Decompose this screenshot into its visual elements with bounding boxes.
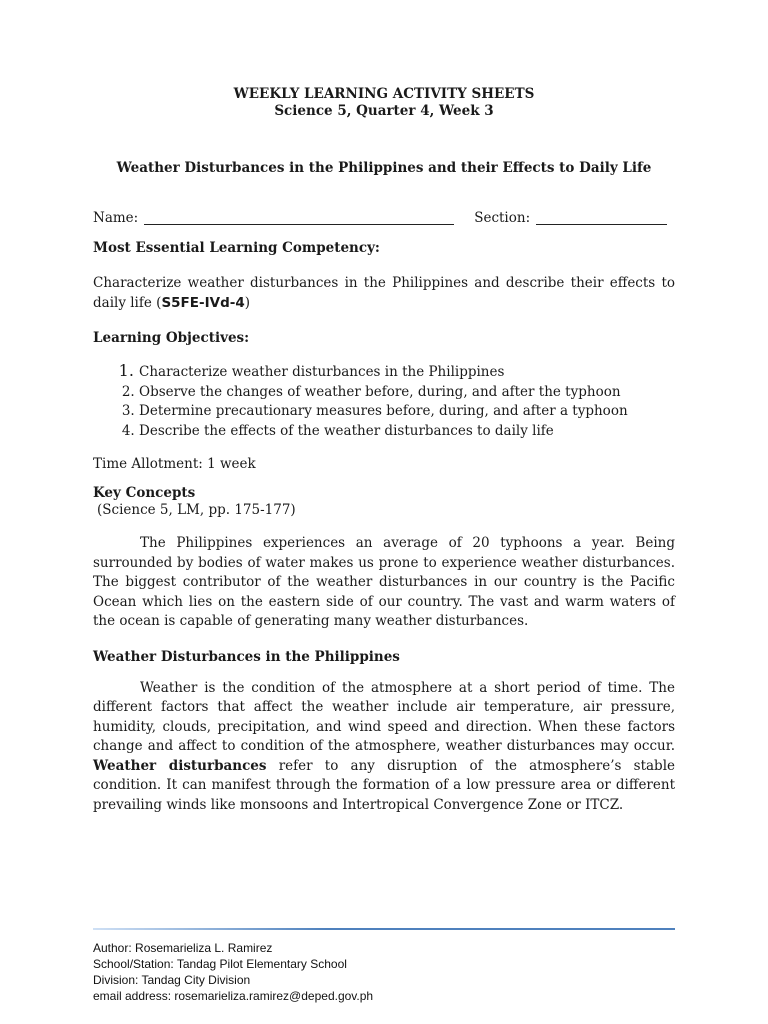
footer: [93, 940, 373, 1004]
melc-heading: Most Essential Learning Competency:: [93, 240, 380, 256]
section-field[interactable]: [536, 210, 667, 225]
header-line2: Science 5, Quarter 4, Week 3: [274, 103, 494, 119]
name-label: Name:: [93, 210, 139, 226]
worksheet-page: [93, 86, 675, 815]
time-allotment: Time Allotment: 1 week: [93, 456, 256, 472]
section-label: Section:: [474, 210, 531, 226]
name-section-row: [93, 210, 675, 226]
key-concepts-reference: (Science 5, LM, pp. 175-177): [97, 501, 296, 518]
objective-item: 3. Determine precautionary measures before, during, and after a typhoon: [139, 402, 675, 422]
weather-section-paragraph: [93, 679, 675, 816]
footer-school: School/Station: Tandag Pilot Elementary School: [93, 957, 347, 971]
footer-email: email address: rosemarieliza.ramirez@deped.gov.ph: [93, 989, 374, 1003]
weather-para-start: Weather is the condition of the atmosphere at a short period of time. The different factors that affect the weather include air temperature, air pressure, humidity, clouds, precipitation, and wind speed and direction. When these factors change and affect to condition of the atmosphere, weather disturbances may occur.: [93, 679, 675, 754]
objectives-list: [93, 361, 675, 441]
objective-item: 1. Characterize weather disturbances in the Philippines: [139, 361, 675, 383]
objectives-heading: Learning Objectives:: [93, 330, 250, 346]
weather-para-end: refer to any disruption of the atmosphere’s stable condition. It can manifest through the formation of a low pressure area or different prevailing winds like monsoons and Intertropical Convergence Zone or ITCZ.: [93, 757, 676, 813]
objective-item: 4. Describe the effects of the weather disturbances to daily life: [139, 422, 675, 442]
melc-text: [93, 274, 675, 313]
objective-item: 2. Observe the changes of weather before, during, and after the typhoon: [139, 383, 675, 403]
melc-close: ): [244, 294, 251, 311]
sheet-header: [93, 86, 675, 120]
weather-bold-term: Weather disturbances: [93, 757, 267, 774]
weather-section-heading: Weather Disturbances in the Philippines: [93, 648, 400, 665]
footer-rule: [93, 928, 675, 930]
lesson-title: Weather Disturbances in the Philippines and their Effects to Daily Life: [116, 160, 652, 176]
footer-author: Author: Rosemarieliza L. Ramirez: [93, 941, 273, 955]
key-concepts-heading: Key Concepts: [93, 484, 196, 501]
melc-code: S5FE-IVd-4: [161, 294, 245, 311]
header-line1: WEEKLY LEARNING ACTIVITY SHEETS: [233, 86, 535, 102]
name-field[interactable]: [144, 210, 454, 225]
melc-text-body: Characterize weather disturbances in the Philippines and describe their effects to daily life (: [93, 275, 675, 311]
key-concepts-paragraph: The Philippines experiences an average of 20 typhoons a year. Being surrounded by bodies of water makes us prone to experience weather disturbances. The biggest contributor of the weather disturbances in our country is the Pacific Ocean which lies on the eastern side of our country. The vast and warm waters of the ocean is capable of generating many weather disturbances.: [93, 535, 675, 629]
footer-division: Division: Tandag City Division: [93, 973, 251, 987]
